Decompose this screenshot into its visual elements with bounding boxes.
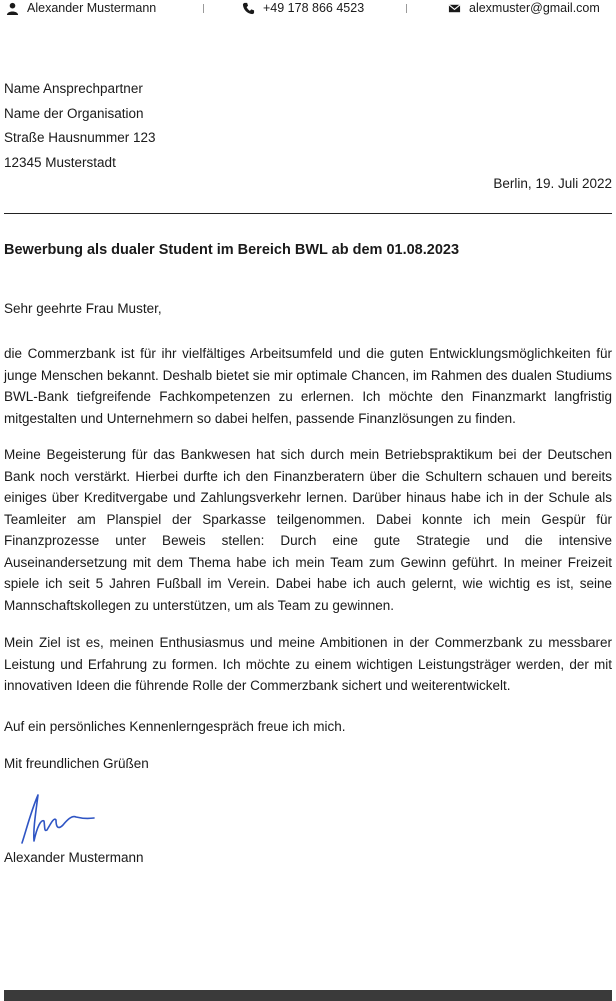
header-email-item bbox=[448, 1, 600, 15]
header-divider bbox=[203, 4, 204, 13]
header-name: Alexander Mustermann bbox=[27, 1, 157, 15]
phone-icon bbox=[242, 2, 255, 15]
contact-header bbox=[0, 0, 616, 18]
header-name-item bbox=[6, 1, 156, 15]
recipient-contact: Name Ansprechpartner bbox=[4, 81, 143, 96]
recipient-street: Straße Hausnummer 123 bbox=[4, 130, 156, 145]
body-paragraph: die Commerzbank ist für ihr vielfältiges Arbeitsumfeld und die guten Entwicklungsmöglichkeiten für junge Menschen bekannt. Deshalb bietet sie mir optimale Chancen, im Rahmen des dualen Studiums BWL-Bank tiefgreifende Fachkompetenzen zu erlernen. Ich möchte den Finanzmarkt langfristig mitgestalten und Unternehmern so dabei helfen, passende Finanzlösungen zu finden. bbox=[4, 346, 612, 426]
footer-bar bbox=[4, 990, 612, 1001]
letter-date: Berlin, 19. Juli 2022 bbox=[493, 176, 612, 191]
recipient-address bbox=[4, 77, 156, 175]
body-paragraph: Mein Ziel ist es, meinen Enthusiasmus und meine Ambitionen in der Commerzbank zu messbarer Leistung und Erfahrung zu formen. Ich möchte zu einem wichtigen Leistungsträger werden, der mit innovativen Ideen die führende Rolle der Commerzbank sichert und weiterentwickelt. bbox=[4, 635, 612, 693]
person-icon bbox=[6, 2, 19, 15]
divider-line bbox=[4, 213, 612, 214]
letter-subject: Bewerbung als dualer Student im Bereich BWL ab dem 01.08.2023 bbox=[4, 242, 460, 258]
envelope-icon bbox=[448, 2, 461, 15]
recipient-organisation: Name der Organisation bbox=[4, 105, 144, 121]
salutation: Sehr geehrte Frau Muster, bbox=[4, 301, 162, 316]
header-phone[interactable]: +49 178 866 4523 bbox=[263, 1, 365, 15]
signer-name: Alexander Mustermann bbox=[4, 850, 144, 865]
body-paragraph: Meine Begeisterung für das Bankwesen hat sich durch mein Betriebspraktikum bei der Deutschen Bank noch verstärkt. Hierbei durfte ich den Finanzberatern über die Schultern schauen und bereits einiges über Kreditvergabe und Zahlungsverkehr lernen. Darüber hinaus habe ich in der Schule als Teamleiter am Planspiel der Sparkasse teilgenommen. Dabei konnte ich mein Gespür für Finanzprozesse unter Beweis stellen: Durch eine gute Strategie und die intensive Auseinandersetzung mit dem Thema habe ich mein Team zum Gewinn geführt. In meiner Freizeit spiele ich seit 5 Jahren Fußball im Verein. Dabei habe ich auch gelernt, wie wichtig es ist, seine Mannschaftskollegen zu unterstützen, um als Team zu gewinnen. bbox=[4, 447, 612, 613]
header-divider bbox=[406, 4, 407, 13]
closing-phrase: Mit freundlichen Grüßen bbox=[4, 756, 149, 771]
header-email[interactable]: alexmuster@gmail.com bbox=[469, 1, 600, 15]
handwritten-signature bbox=[14, 785, 104, 849]
body-paragraph: Auf ein persönliches Kennenlerngespräch freue ich mich. bbox=[4, 719, 346, 734]
recipient-city: 12345 Musterstadt bbox=[4, 154, 116, 170]
header-phone-item bbox=[242, 1, 364, 15]
